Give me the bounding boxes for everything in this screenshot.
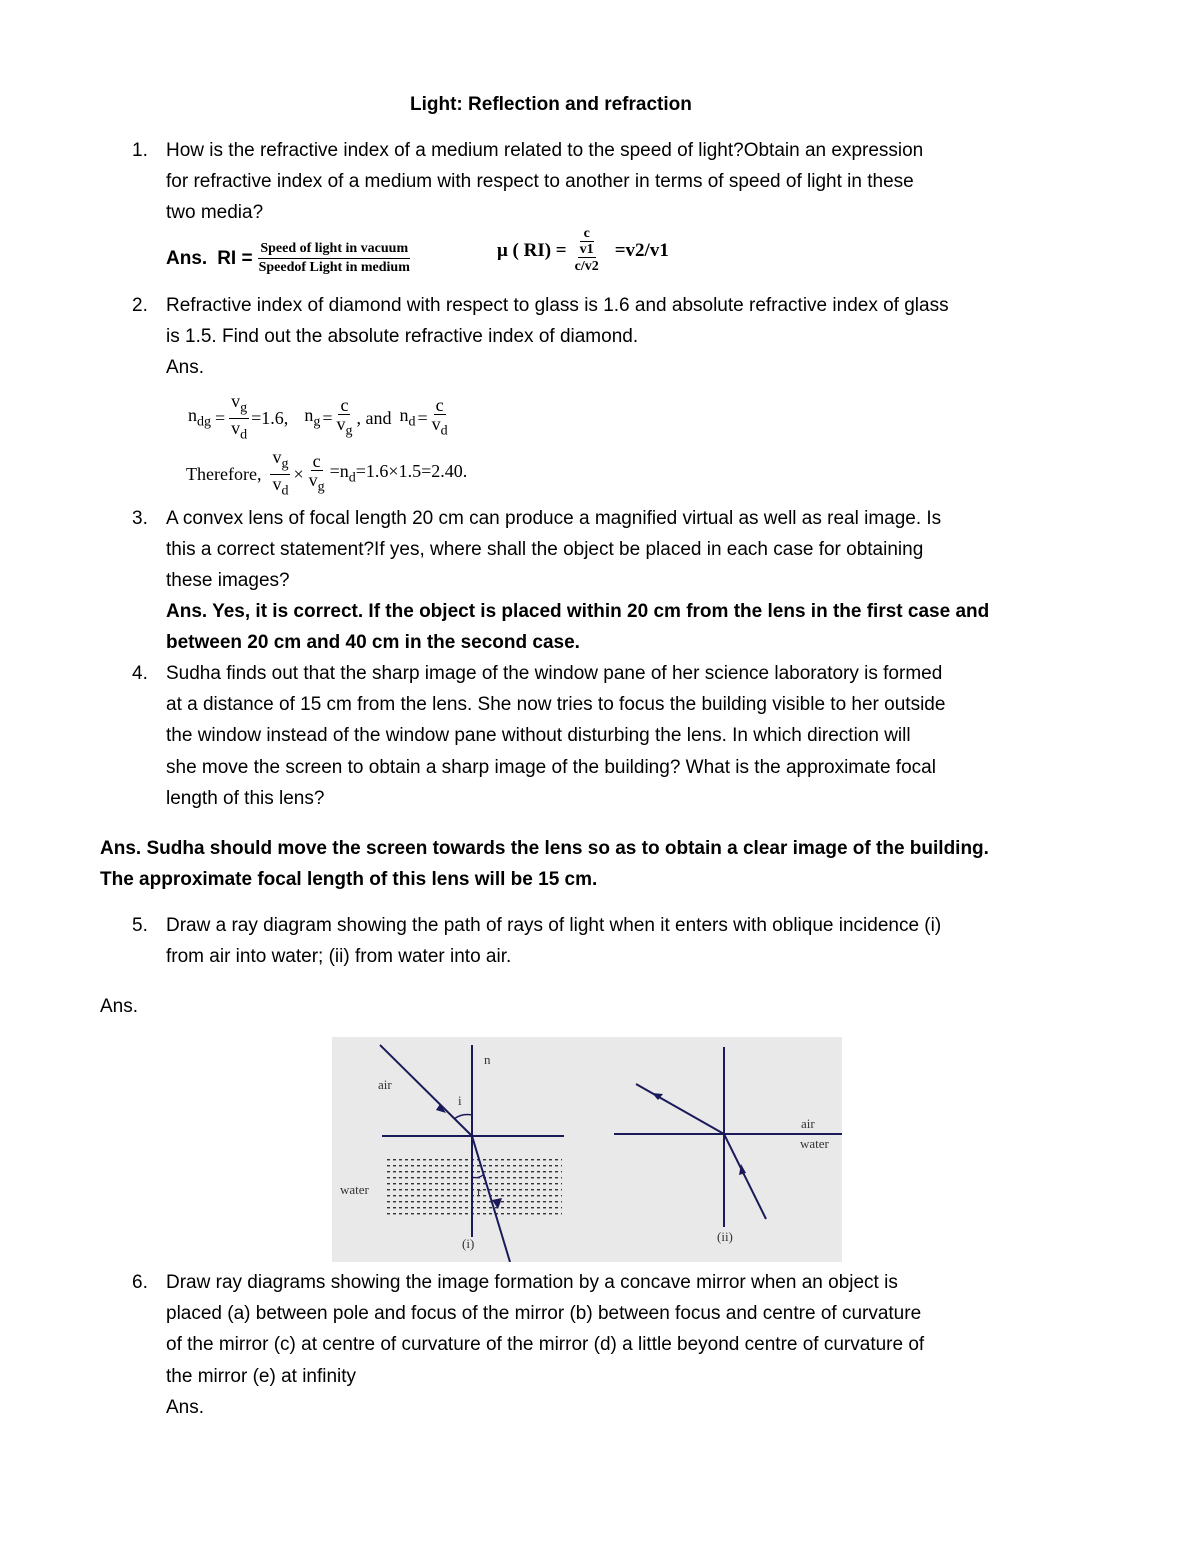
question-2-line-1: Refractive index of diamond with respect to glass is 1.6 and absolute refractive index of glass [166,295,949,316]
label-angle-i: i [458,1093,462,1108]
c-over-vg-2: $\frac{c}{v_g}$ [308,450,325,495]
answer-3-line-1: Ans. Yes, it is correct. If the object is placed within 20 cm from the lens in the first case and [166,601,990,622]
answer-3-line-2: between 20 cm and 40 cm in the second case. [166,632,580,653]
n-g: $n_g$ [304,405,321,430]
question-4-line-5: length of this lens? [166,788,325,809]
mu-label: μ ( RI) = [497,240,567,261]
question-5-line-2: from air into water; (ii) from water into air. [166,946,512,967]
question-number: 3. [132,508,148,529]
angle-i-arc [454,1115,472,1120]
ri-fraction [257,240,412,277]
question-1-line-2: for refractive index of a medium with respect to another in terms of speed of light in these [166,171,914,192]
vg-over-vd: $\frac{v_g}{v_d}$ [231,391,248,443]
question-6-line-3: of the mirror (c) at centre of curvature of the mirror (d) a little beyond centre of curvature of [166,1334,925,1355]
question-3-line-1: A convex lens of focal length 20 cm can produce a magnified virtual as well as real image. Is [166,508,942,529]
water-region [387,1157,562,1215]
answer-6-label: Ans. [166,1397,205,1418]
question-4-line-3: the window instead of the window pane without disturbing the lens. In which direction will [166,725,911,746]
question-5-line-1: Draw a ray diagram showing the path of rays of light when it enters with oblique incidence (i) [166,915,942,936]
mu-c: c [583,226,590,241]
answer-1-ri [166,240,412,277]
n-dg: $n_{dg}$ [188,405,211,430]
refraction-diagram [332,1037,842,1262]
question-4-line-1: Sudha finds out that the sharp image of the window pane of her science laboratory is formed [166,663,943,684]
caption-ii: (ii) [717,1229,733,1244]
mu-v1: v1 [579,242,594,257]
answer-1-mu [497,226,669,276]
answer-2-equation-1: $n_{dg}$ = $\frac{v_g}{v_d}$ =1.6, $n_g$ = $\frac{c}{v_g}$ , and $n_d$ = $\frac{c}{v_d}$ [188,391,448,443]
ri-numerator: Speed of light in vacuum [258,240,410,259]
question-1-line-3: two media? [166,202,264,223]
times-sign: × [293,463,304,484]
ri-label: RI = [217,247,253,269]
question-4-line-2: at a distance of 15 cm from the lens. She now tries to focus the building visible to her outside [166,694,946,715]
answer-2-equation-2 [186,448,467,500]
c-over-vd: $\frac{c}{v_d}$ [431,394,448,439]
label-normal: n [484,1052,491,1067]
value-1-6: =1.6, [251,407,289,428]
question-4-line-4: she move the screen to obtain a sharp image of the building? What is the approximate focal [166,757,936,778]
caption-i: (i) [462,1236,475,1251]
label-air-left: air [378,1077,392,1092]
therefore-text: Therefore, [186,463,262,484]
question-number: 2. [132,295,148,316]
question-number: 5. [132,915,148,936]
incident-ray-left [380,1045,472,1136]
and-text: , and [356,407,392,428]
ri-denominator: Speedof Light in medium [258,260,410,275]
question-6-line-4: the mirror (e) at infinity [166,1366,357,1387]
mu-denominator: c/v2 [574,259,599,274]
mu-fraction [573,226,601,276]
answer-2-label: Ans. [166,357,205,378]
question-3-line-2: this a correct statement?If yes, where shall the object be placed in each case for obtaining [166,539,924,560]
answer-4-line-1: Ans. Sudha should move the screen towards the lens so as to obtain a clear image of the building. [100,838,989,859]
refracted-ray-right [636,1084,724,1134]
answer-4-line-2: The approximate focal length of this lens will be 15 cm. [100,869,598,890]
question-3-line-3: these images? [166,570,290,591]
vg-over-vd-2: $\frac{v_g}{v_d}$ [272,447,289,499]
incident-ray-right [724,1134,766,1219]
refraction-diagram-svg [332,1037,842,1262]
mu-result: =v2/v1 [614,240,669,261]
c-over-vg: $\frac{c}{v_g}$ [336,394,353,439]
question-6-line-1: Draw ray diagrams showing the image formation by a concave mirror when an object is [166,1272,898,1293]
mu-numerator [578,226,596,258]
question-1-line-1: How is the refractive index of a medium related to the speed of light?Obtain an expression [166,140,924,161]
question-number: 1. [132,140,148,161]
label-air-right: air [801,1116,815,1131]
answer-label: Ans. [166,247,208,269]
question-number: 6. [132,1272,148,1293]
n-d: $n_d$ [399,405,416,430]
label-angle-r: r [477,1184,482,1199]
question-6-line-2: placed (a) between pole and focus of the mirror (b) between focus and centre of curvature [166,1303,922,1324]
result-nd: $=n_d=1.6\times 1.5=2.40$. [329,461,468,486]
page-title: Light: Reflection and refraction [410,94,692,115]
label-water-right: water [800,1136,829,1151]
question-2-line-2: is 1.5. Find out the absolute refractive index of diamond. [166,326,639,347]
question-number: 4. [132,663,148,684]
label-water-left: water [340,1182,369,1197]
answer-5-label: Ans. [100,996,139,1017]
